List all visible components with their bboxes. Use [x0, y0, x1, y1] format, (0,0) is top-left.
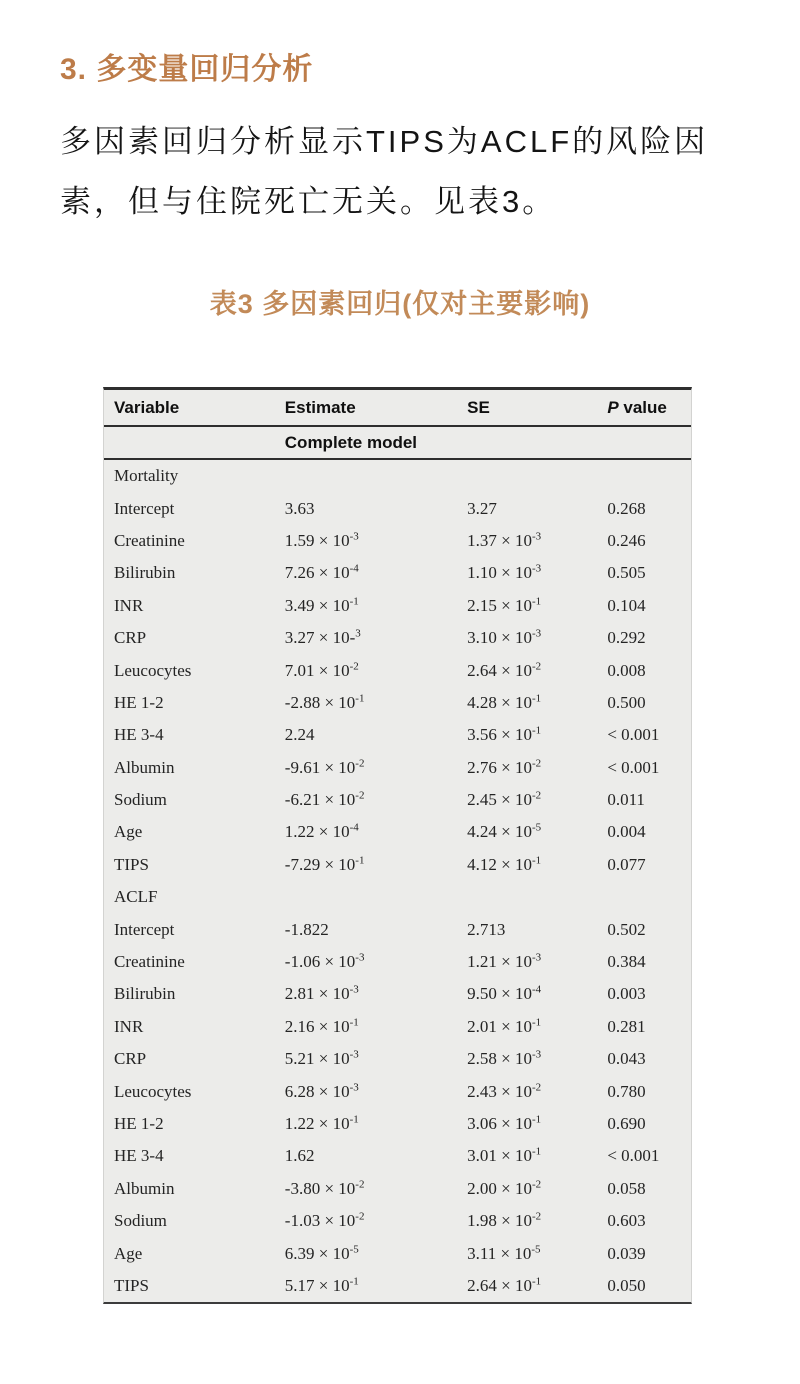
se-cell: $2.64 \times 10^{-2}$ — [467, 659, 542, 680]
estimate-cell: $-1.03 \times 10^{-2}$ — [284, 1210, 365, 1231]
table-row — [104, 492, 691, 524]
variable-cell: Sodium — [114, 1211, 167, 1231]
section-heading: 3. 多变量回归分析 — [60, 53, 314, 86]
se-cell: $3.06 \times 10^{-1}$ — [467, 1113, 542, 1133]
header-p-value — [607, 398, 691, 418]
table-row — [104, 1270, 691, 1302]
variable-cell: Sodium — [114, 790, 167, 810]
se-cell: $3.56 \times 10^{-1}$ — [467, 724, 542, 745]
variable-cell: Creatinine — [114, 530, 185, 550]
table-body — [104, 460, 691, 1302]
table-header-row — [104, 390, 691, 427]
body-paragraph — [60, 112, 750, 232]
se-cell: $3.10 \times 10^{-3}$ — [467, 627, 542, 648]
p-value-cell: < 0.001 — [607, 725, 660, 745]
header-estimate: Estimate — [284, 397, 356, 417]
estimate-cell: 2.24 — [284, 725, 315, 745]
estimate-cell: 1.62 — [284, 1146, 315, 1166]
variable-cell: INR — [114, 595, 144, 615]
variable-cell: HE 3-4 — [114, 725, 164, 745]
table-row — [104, 1173, 691, 1205]
p-value-cell: 0.104 — [607, 595, 646, 615]
se-cell: $4.12 \times 10^{-1}$ — [467, 854, 542, 874]
table-row — [104, 1237, 691, 1269]
variable-cell: HE 1-2 — [114, 1114, 164, 1133]
p-value-cell: < 0.001 — [607, 757, 660, 777]
estimate-cell: $5.21 \times 10^{-3}$ — [284, 1048, 359, 1069]
se-cell: $1.37 \times 10^{-3}$ — [467, 530, 542, 550]
estimate-cell: $3.49 \times 10^{-1}$ — [284, 595, 359, 615]
table-row — [104, 946, 691, 978]
estimate-cell: $5.17 \times 10^{-1}$ — [284, 1275, 359, 1295]
paragraph-line-1: 多因素回归分析显示TIPS为ACLF的风险因 — [60, 124, 709, 159]
estimate-cell: $-2.88 \times 10^{-1}$ — [284, 692, 365, 712]
table-row — [104, 784, 691, 816]
p-value-cell: 0.500 — [607, 692, 646, 712]
variable-cell: CRP — [114, 1049, 147, 1069]
table-caption: 表3 多因素回归(仅对主要影响) — [209, 289, 591, 319]
p-value-cell: 0.043 — [607, 1049, 646, 1069]
estimate-cell: $1.22 \times 10^{-1}$ — [284, 1113, 359, 1133]
estimate-cell: -1.822 — [284, 919, 329, 939]
variable-cell: Albumin — [114, 757, 175, 777]
p-value-cell: 0.039 — [607, 1243, 646, 1263]
variable-cell: Leucocytes — [114, 660, 192, 680]
variable-cell: TIPS — [114, 1275, 149, 1295]
se-cell: $2.00 \times 10^{-2}$ — [467, 1178, 542, 1198]
estimate-cell: $6.39 \times 10^{-5}$ — [284, 1242, 359, 1263]
se-cell: $3.01 \times 10^{-1}$ — [467, 1145, 542, 1166]
estimate-cell: $1.59 \times 10^{-3}$ — [284, 530, 359, 550]
table-row — [104, 590, 691, 622]
estimate-cell: 3.63 — [284, 498, 315, 518]
p-value-cell: 0.050 — [607, 1275, 646, 1295]
table-section-row — [104, 460, 691, 492]
table-row — [104, 654, 691, 686]
se-cell: 3.27 — [467, 498, 497, 518]
p-value-cell: 0.268 — [607, 498, 646, 518]
se-cell: $2.64 \times 10^{-1}$ — [467, 1275, 542, 1295]
variable-cell: Bilirubin — [114, 563, 176, 583]
estimate-cell: $-3.80 \times 10^{-2}$ — [284, 1178, 365, 1198]
estimate-cell: $-1.06 \times 10^{-3}$ — [284, 951, 365, 972]
variable-cell: INR — [114, 1016, 144, 1036]
se-cell: $2.76 \times 10^{-2}$ — [467, 757, 542, 777]
table-subheader-row — [104, 427, 691, 460]
table-row — [104, 719, 691, 751]
table-row — [104, 1108, 691, 1140]
p-value-cell: 0.690 — [607, 1114, 646, 1133]
se-cell: $2.15 \times 10^{-1}$ — [467, 595, 542, 615]
p-value-cell: 0.502 — [607, 919, 646, 939]
table-row — [104, 1205, 691, 1237]
variable-cell: Age — [114, 822, 143, 842]
table-section-row — [104, 881, 691, 913]
variable-cell: Intercept — [114, 498, 175, 518]
p-value-cell: 0.077 — [607, 854, 646, 874]
paragraph-line-2: 素，但与住院死亡无关。见表3。 — [60, 184, 557, 219]
se-cell: $4.24 \times 10^{-5}$ — [467, 821, 542, 842]
p-value-cell: 0.008 — [607, 660, 646, 680]
p-value-cell: 0.003 — [607, 984, 646, 1004]
table-row — [104, 1075, 691, 1107]
estimate-cell: $1.22 \times 10^{-4}$ — [284, 821, 359, 842]
p-value-cell: 0.281 — [607, 1016, 646, 1036]
se-cell: $2.01 \times 10^{-1}$ — [467, 1016, 542, 1036]
estimate-cell: $6.28 \times 10^{-3}$ — [284, 1080, 359, 1101]
table-row — [104, 1043, 691, 1075]
variable-cell: HE 3-4 — [114, 1146, 164, 1166]
variable-cell: Bilirubin — [114, 984, 176, 1004]
variable-cell: Creatinine — [114, 952, 185, 972]
regression-table — [103, 387, 692, 1304]
estimate-cell: $-9.61 \times 10^{-2}$ — [284, 757, 365, 777]
p-value-cell: 0.292 — [607, 628, 646, 648]
estimate-cell: $2.81 \times 10^{-3}$ — [284, 983, 359, 1004]
p-value-cell: 0.603 — [607, 1211, 646, 1231]
se-cell: $9.50 \times 10^{-4}$ — [467, 983, 542, 1004]
variable-cell: TIPS — [114, 854, 149, 874]
p-value-cell: 0.011 — [607, 790, 645, 810]
p-value-cell: < 0.001 — [607, 1146, 660, 1166]
variable-cell: Leucocytes — [114, 1081, 192, 1101]
se-cell: $4.28 \times 10^{-1}$ — [467, 692, 542, 712]
table-row — [104, 752, 691, 784]
variable-cell: Age — [114, 1243, 143, 1263]
variable-cell: Albumin — [114, 1178, 175, 1198]
section-label: ACLF — [114, 887, 158, 907]
se-cell: $2.43 \times 10^{-2}$ — [467, 1080, 542, 1101]
header-variable: Variable — [114, 397, 180, 417]
se-cell: $1.98 \times 10^{-2}$ — [467, 1210, 542, 1231]
se-cell: $1.21 \times 10^{-3}$ — [467, 951, 542, 972]
estimate-cell: $2.16 \times 10^{-1}$ — [284, 1016, 359, 1036]
table-row — [104, 816, 691, 848]
table-row — [104, 687, 691, 719]
se-cell: 2.713 — [467, 919, 506, 939]
table-row — [104, 913, 691, 945]
estimate-cell: $7.26 \times 10^{-4}$ — [284, 562, 359, 583]
p-value-cell: 0.780 — [607, 1081, 646, 1101]
table-row — [104, 978, 691, 1010]
header-p-italic: P — [607, 397, 619, 417]
p-value-cell: 0.246 — [607, 530, 646, 550]
p-value-cell: 0.058 — [607, 1178, 646, 1198]
table-row — [104, 1011, 691, 1043]
p-value-cell: 0.505 — [607, 563, 646, 583]
se-cell: $1.10 \times 10^{-3}$ — [467, 562, 542, 583]
subheader-label: Complete model — [284, 432, 418, 452]
table-row — [104, 557, 691, 589]
se-cell: $3.11 \times 10^{-5}$ — [467, 1242, 541, 1263]
estimate-cell: 3.27 × 10-$^3$ — [284, 627, 361, 648]
section-label: Mortality — [114, 466, 179, 486]
table-row — [104, 1140, 691, 1172]
se-cell: $2.58 \times 10^{-3}$ — [467, 1048, 542, 1069]
table-row — [104, 849, 691, 881]
variable-cell: HE 1-2 — [114, 692, 164, 712]
header-p-rest: value — [618, 397, 667, 417]
p-value-cell: 0.004 — [607, 822, 646, 842]
table-row — [104, 525, 691, 557]
se-cell: $2.45 \times 10^{-2}$ — [467, 789, 542, 810]
variable-cell: CRP — [114, 628, 147, 648]
table-row — [104, 622, 691, 654]
header-se: SE — [467, 397, 490, 417]
estimate-cell: $7.01 \times 10^{-2}$ — [284, 659, 359, 680]
estimate-cell: $-7.29 \times 10^{-1}$ — [284, 854, 365, 874]
variable-cell: Intercept — [114, 919, 175, 939]
estimate-cell: $-6.21 \times 10^{-2}$ — [284, 789, 365, 810]
p-value-cell: 0.384 — [607, 952, 646, 972]
